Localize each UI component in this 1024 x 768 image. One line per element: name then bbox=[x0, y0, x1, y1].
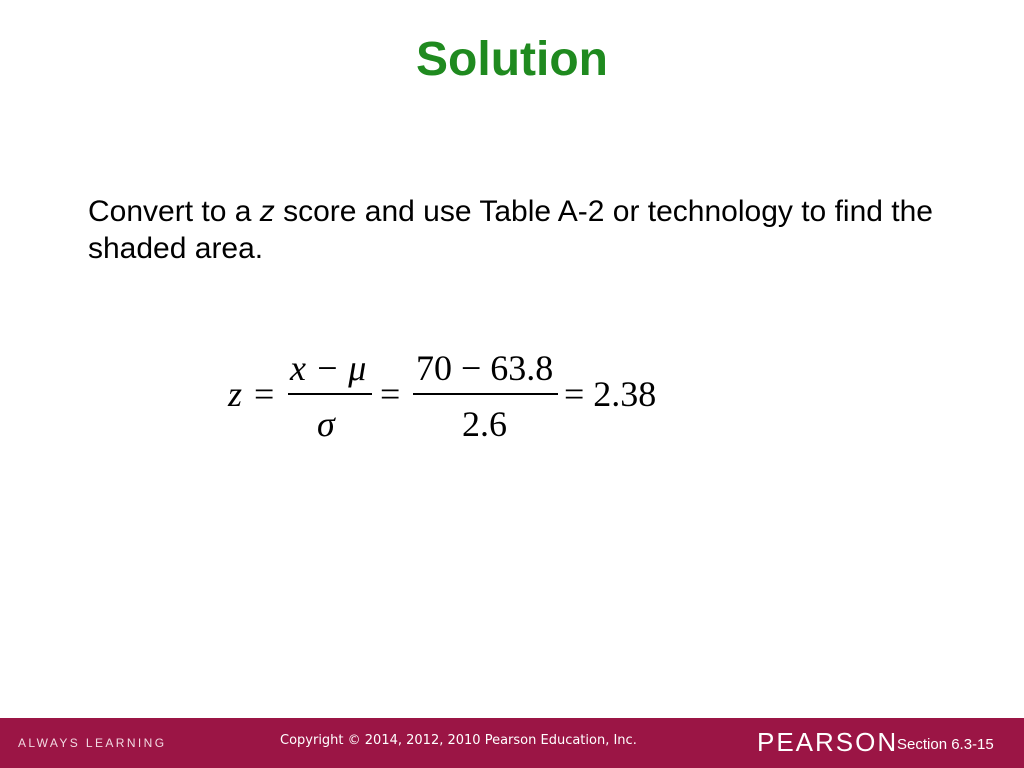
formula-denominator: σ bbox=[317, 404, 335, 444]
instruction-text bbox=[88, 193, 968, 267]
footer-copyright: Copyright © 2014, 2012, 2010 Pearson Education, Inc. bbox=[280, 733, 637, 748]
section-number: Section 6.3-15 bbox=[897, 736, 994, 753]
slide-title: Solution bbox=[416, 33, 608, 86]
footer-tagline: ALWAYS LEARNING bbox=[18, 736, 167, 750]
equals-sign-1: = bbox=[254, 374, 275, 414]
z-variable: z bbox=[259, 195, 275, 228]
equation-result: = 2.38 bbox=[564, 374, 657, 414]
instruction-text-part2: score and use Table A-2 or technology to find the shaded area. bbox=[88, 195, 933, 265]
equation-lhs: z bbox=[228, 374, 243, 414]
value-fraction-bar bbox=[413, 393, 558, 395]
pearson-logo: PEARSON bbox=[757, 727, 899, 757]
formula-numerator: x − μ bbox=[290, 348, 367, 388]
footer-bar bbox=[0, 718, 1024, 768]
formula-fraction-bar bbox=[288, 393, 372, 395]
value-numerator: 70 − 63.8 bbox=[416, 348, 554, 388]
z-score-equation bbox=[220, 340, 700, 450]
instruction-text-part1: Convert to a bbox=[88, 195, 260, 228]
value-denominator: 2.6 bbox=[462, 404, 507, 444]
equals-sign-2: = bbox=[380, 374, 401, 414]
